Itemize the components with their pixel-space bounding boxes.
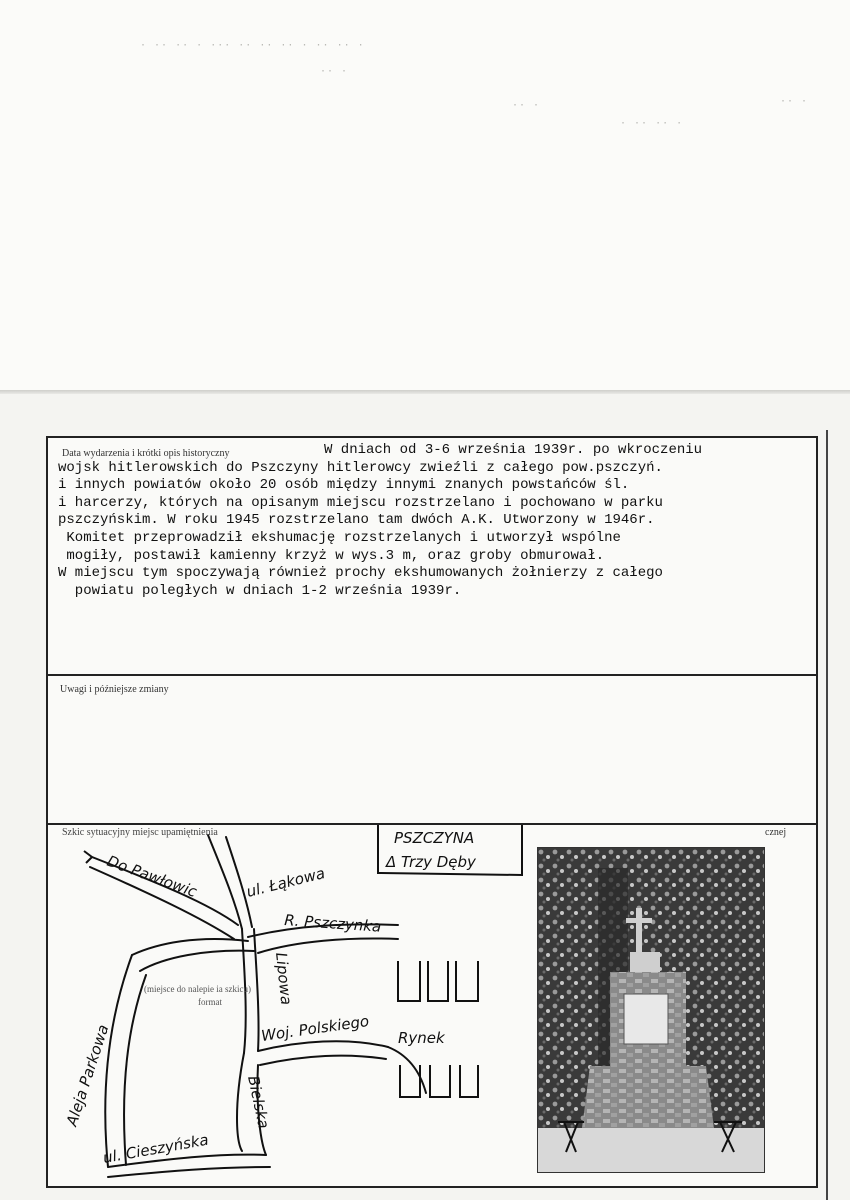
record-form xyxy=(46,436,818,1188)
sketch-title-line1: PSZCZYNA xyxy=(394,829,475,847)
upper-blank-page xyxy=(0,0,850,392)
faint-bleed-text: ·· · xyxy=(320,66,349,77)
street-label-cieszynska: ul. Cieszyńska xyxy=(101,1130,210,1167)
faint-bleed-text: · ·· ·· · xyxy=(620,118,684,129)
road-lakowa xyxy=(208,835,242,929)
street-label-aleja-parkowa: Aleja Parkowa xyxy=(62,1022,113,1129)
page-edge xyxy=(826,430,828,1200)
sketch-title-line2: Δ Trzy Dęby xyxy=(386,853,476,871)
description-line: wojsk hitlerowskich do Pszczyny hitlerowcy zwieźli z całego pow.pszczyń. xyxy=(58,459,663,476)
description-line: mogiły, postawił kamienny krzyż w wys.3 m, oraz groby obmurował. xyxy=(58,547,605,564)
description-line: pszczyńskim. W roku 1945 rozstrzelano tam dwóch A.K. Utworzony w 1946r. xyxy=(58,512,655,529)
monument-photo-image xyxy=(538,848,764,1172)
street-label-lipowa: Lipowa xyxy=(272,951,296,1006)
faint-bleed-text: ·· · xyxy=(780,96,809,107)
description-label: Data wydarzenia i krótki opis historyczny xyxy=(62,448,230,459)
monument-photo xyxy=(537,847,765,1173)
description-line: i innych powiatów około 20 osób między innymi znanych powstańców śl. xyxy=(58,477,630,494)
sketch-label: Szkic sytuacyjny miejsc upamiętnienia xyxy=(62,827,218,838)
sketch-placeholder-line1: (miejsce do nalepie ia szkicu) xyxy=(144,984,251,994)
photo-section xyxy=(525,825,815,1186)
sketch-map xyxy=(48,825,525,1186)
photo-label-fragment: cznej xyxy=(765,827,787,838)
description-line: Komitet przeprowadził ekshumację rozstrzelanych i utworzył wspólne xyxy=(58,530,621,546)
description-line: powiatu poległych w dniach 1-2 września 1939r. xyxy=(58,582,462,599)
street-label-rynek: Rynek xyxy=(398,1029,445,1047)
street-label-bielska: Bielska xyxy=(244,1074,273,1131)
description-line: i harcerzy, których na opisanym miejscu rozstrzelano i pochowano w parku xyxy=(58,494,663,511)
section-divider xyxy=(48,674,816,676)
faint-bleed-text: ·· · xyxy=(512,100,541,111)
street-label-pszczynka: R. Pszczynka xyxy=(283,911,382,936)
street-label-do-pawlowic: Do Pawłowic xyxy=(104,851,200,901)
road-bielska xyxy=(237,1053,244,1151)
sketch-placeholder-line2: format xyxy=(198,997,222,1007)
road-aleja-parkowa-top xyxy=(132,939,248,955)
location-sketch xyxy=(48,825,525,1186)
description-line: W dniach od 3-6 września 1939r. po wkroczeniu xyxy=(324,442,703,458)
street-label-lakowa: ul. Łąkowa xyxy=(244,864,327,901)
arrow-icon xyxy=(84,851,92,863)
faint-bleed-text: · ·· ·· · ··· ·· ·· ·· · ·· ·· · xyxy=(140,40,365,51)
page-fold-line xyxy=(0,390,850,394)
street-label-woj-polskiego: Woj. Polskiego xyxy=(260,1012,371,1045)
road-aleja-parkowa xyxy=(105,955,132,1167)
remarks-label: Uwagi i późniejsze zmiany xyxy=(60,684,169,695)
description-line: W miejscu tym spoczywają również prochy ekshumowanych żołnierzy z całego xyxy=(58,565,663,582)
